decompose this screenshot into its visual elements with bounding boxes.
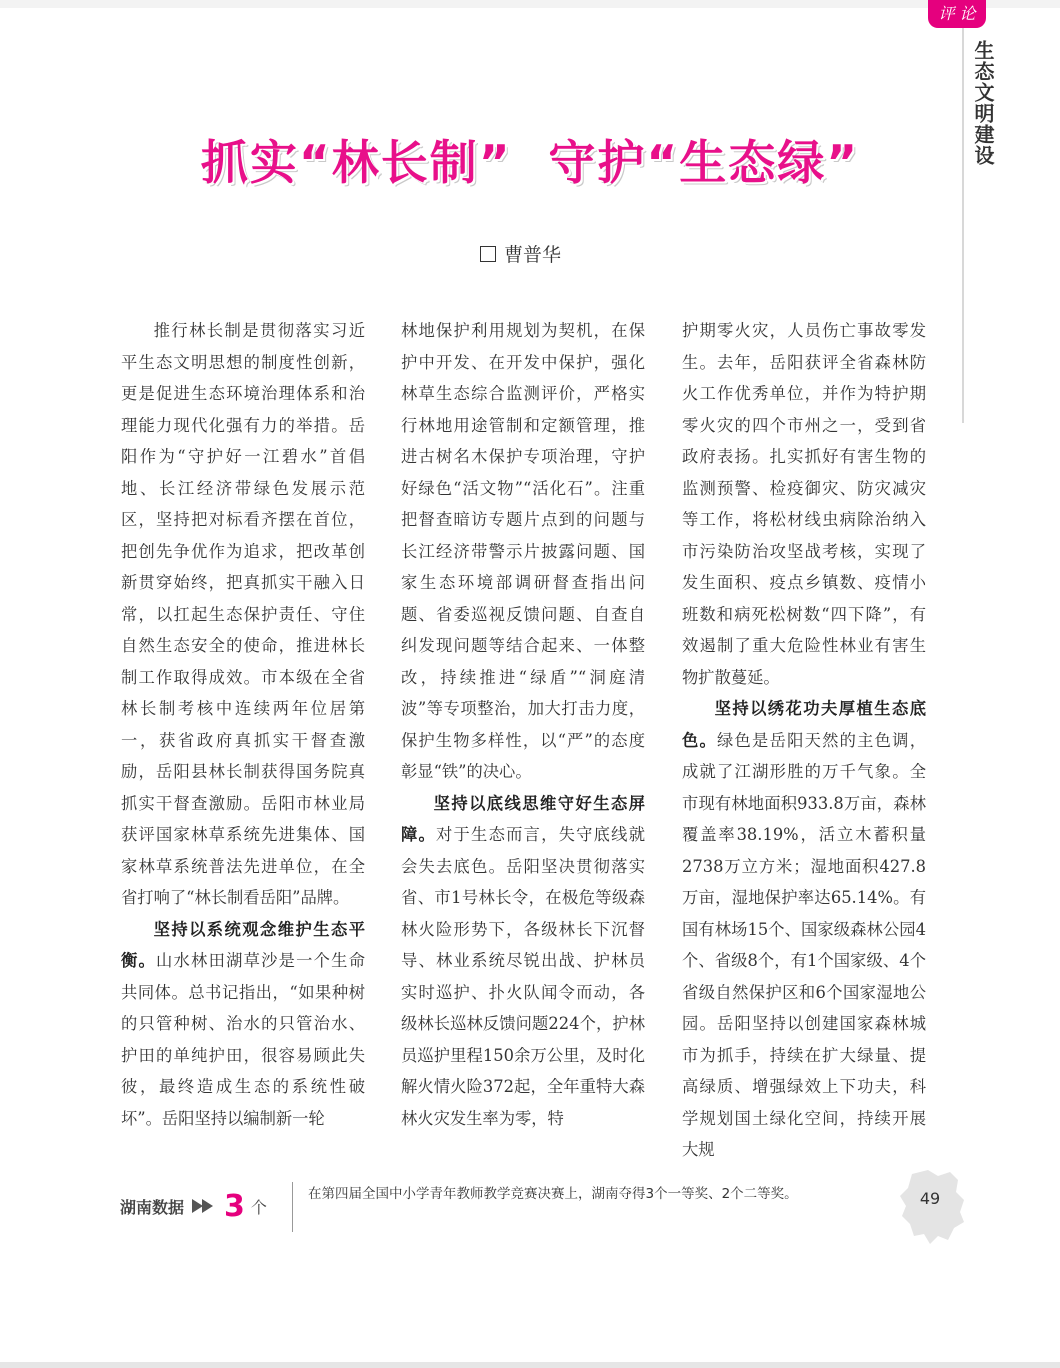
page-number: 49 [919,1189,941,1208]
side-divider [962,28,964,423]
paragraph: 林地保护利用规划为契机，在保护中开发、在开发中保护，强化林草生态综合监测评价，严格实行林地用途管制和定额管理，推进古树名木保护专项治理，守护好绿色“活文物”“活化石”。注重把督查暗访专题片点到的问题与长江经济带警示片披露问题、国家生态环境部调研督查指出问题、省委巡视反馈问题、自查自纠发现问题等结合起来、一体整改，持续推进“绿盾”“洞庭清波”等专项整治，加大打击力度，保护生物多样性，以“严”的态度彰显“铁”的决心。 [401,321,645,781]
paragraph [401,788,645,1135]
column-1 [121,315,365,1165]
author-name: 曹普华 [504,244,562,266]
paragraph-body: 绿色是岳阳天然的主色调，成就了江湖形胜的万千气象。全市现有林地面积933.8万亩，森林覆盖率38.19%，活立木蓄积量2738万立方米；湿地面积427.8万亩，湿地保护率达65.14%。有国有林场15个、国家级森林公园4个、省级8个，有1个国家级、4个省级自然保护区和6个国家湿地公园。岳阳坚持以创建国家森林城市为抓手，持续在扩大绿量、提高绿质、增强绿效上下功夫，科学规划国土绿化空间，持续开展大规 [682,730,926,1159]
footer-data-label [120,1186,267,1226]
paragraph-heading: 坚持以底线思维守好生态屏障。 [401,793,645,844]
corner-tab-label: 评 论 [938,4,976,23]
footer-unit: 个 [250,1197,267,1217]
paragraph-body: 山水林田湖草沙是一个生命共同体。总书记指出，“如果种树的只管种树、治水的只管治水、护田的单纯护田，很容易顾此失彼，最终造成生态的系统性破坏”。岳阳坚持以编制新一轮 [121,951,365,1128]
bottom-edge [0,1362,1060,1368]
footer-divider [292,1182,293,1232]
double-arrow-icon [192,1198,218,1214]
paragraph: 护期零火灾，人员伤亡事故零发生。去年，岳阳获评全省森林防火工作优秀单位，并作为特护期零火灾的四个市州之一，受到省政府表扬。扎实抓好有害生物的监测预警、检疫御灾、防灾减灾等工作，将松材线虫病除治纳入市污染防治攻坚战考核，实现了发生面积、疫点乡镇数、疫情小班数和病死松树数“四下降”，有效遏制了重大危险性林业有害生物扩散蔓延。 [682,321,926,687]
footer-number: 3 [224,1188,245,1224]
paragraph-body: 对于生态而言，失守底线就会失去底色。岳阳坚决贯彻落实省、市1号林长令，在极危等级森林火险形势下，各级林长下沉督导、林业系统尽锐出战、护林员实时巡护、扑火队闻令而动，各级林长巡林反馈问题224个，护林员巡护里程150余万公里，及时化解火情火险372起，全年重特大森林火灾发生率为零，特 [401,825,645,1128]
footer-label: 湖南数据 [120,1197,185,1217]
paragraph: 推行林长制是贯彻落实习近平生态文明思想的制度性创新，更是促进生态环境治理体系和治理能力现代化强有力的举措。岳阳作为“守护好一江碧水”首倡地、长江经济带绿色发展示范区，坚持把对标看齐摆在首位，把创先争优作为追求，把改革创新贯穿始终，把真抓实干融入日常，以扛起生态保护责任、守住自然生态安全的使命，推进林长制工作取得成效。市本级在全省林长制考核中连续两年位居第一，获省政府真抓实干督查激励，岳阳县林长制获得国务院真抓实干督查激励。岳阳市林业局获评国家林草系统先进集体、国家林草系统普法先进单位，在全省打响了“林长制看岳阳”品牌。 [121,321,365,907]
square-icon [480,246,496,262]
top-edge [0,0,1060,8]
column-2 [401,315,645,1165]
paragraph-heading: 坚持以系统观念维护生态平衡。 [121,919,365,970]
paragraph [682,693,926,1165]
footer-text: 在第四届全国中小学青年教师教学竞赛决赛上，湖南夺得3个一等奖、2个二等奖。 [308,1186,798,1202]
paragraph-heading: 坚持以绣花功夫厚植生态底色。 [682,699,926,750]
section-title: 生态文明建设 [971,40,995,166]
corner-tab [928,0,986,28]
article-headline: 抓实“林长制” 守护“生态绿” [200,136,860,191]
column-3 [682,315,926,1165]
paragraph [121,914,365,1135]
byline [480,240,561,267]
